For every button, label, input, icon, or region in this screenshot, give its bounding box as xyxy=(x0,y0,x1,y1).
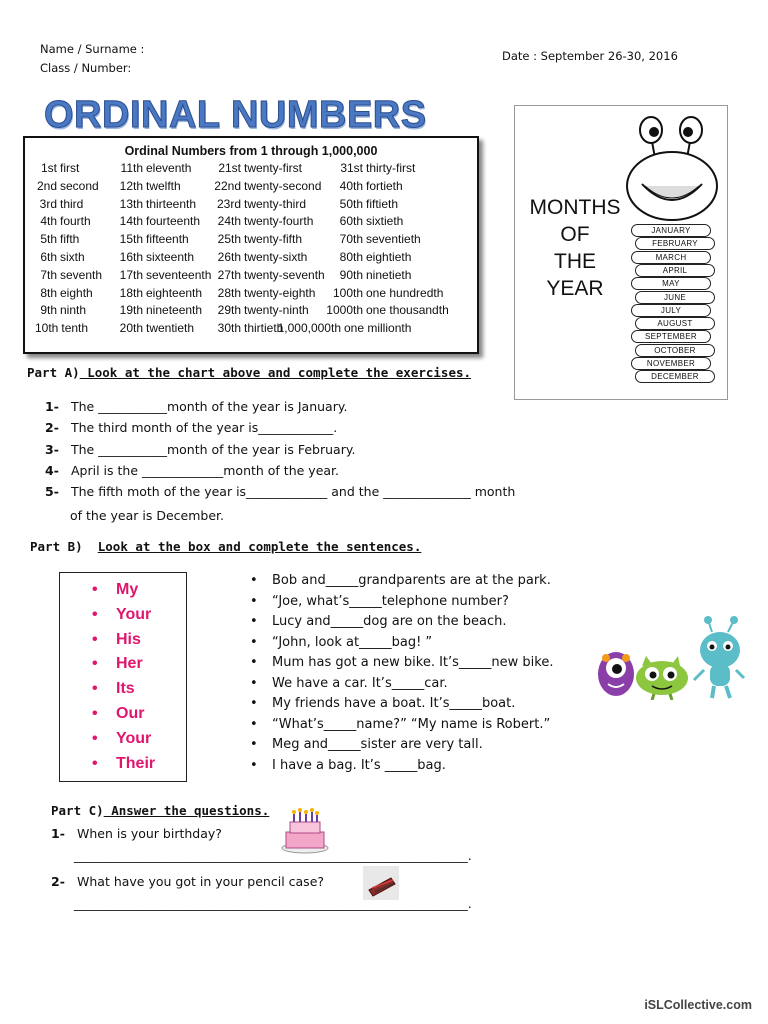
ordinal-entry xyxy=(213,231,302,248)
ordinal-number: 23rd xyxy=(216,196,241,211)
part-b-heading: Part B) Look at the box and complete the sentences. xyxy=(30,539,422,554)
item-text: The ___________month of the year is February. xyxy=(71,441,356,457)
pencil-case-icon xyxy=(363,866,399,900)
part-a-item xyxy=(45,442,355,457)
ordinal-number: 20th xyxy=(119,321,143,336)
part-b-sentence: • Lucy and_____dog are on the beach. xyxy=(272,614,506,629)
ordinal-number: 70th xyxy=(339,232,363,247)
ordinal-word: seventeenth xyxy=(146,267,212,282)
ordinal-word: twenty-third xyxy=(244,196,307,211)
month-band: OCTOBER xyxy=(635,344,715,357)
month-band: NOVEMBER xyxy=(631,357,711,370)
ordinal-number: 15th xyxy=(119,232,143,247)
ordinal-entry xyxy=(113,196,196,213)
ordinal-number: 1st xyxy=(40,161,57,175)
month-band: MAY xyxy=(631,277,711,290)
ordinal-number: 27th xyxy=(217,267,241,282)
ordinal-number: 10th xyxy=(35,321,59,336)
month-band: SEPTEMBER xyxy=(631,330,711,343)
ordinal-number: 100th xyxy=(332,285,363,300)
month-band: APRIL xyxy=(635,264,715,277)
ordinal-word: sixteenth xyxy=(146,250,195,264)
ordinal-entry xyxy=(311,178,403,195)
ordinal-word: second xyxy=(60,178,99,193)
ordinal-entry xyxy=(35,320,88,337)
ordinal-word: twenty-fifth xyxy=(244,232,303,247)
part-b-sentence: • My friends have a boat. It’s_____boat. xyxy=(272,696,515,711)
ordinal-number: 80th xyxy=(339,250,363,264)
ordinal-word: twenty-eighth xyxy=(244,285,316,300)
item-text: The ___________month of the year is January. xyxy=(71,399,348,414)
ordinal-word: fifth xyxy=(60,232,80,247)
monsters-illustration xyxy=(594,614,746,700)
item-number: 5- xyxy=(45,484,59,500)
ordinal-word: seventh xyxy=(60,267,103,282)
page-title: ORDINAL NUMBERS xyxy=(44,94,427,136)
part-b-sentence: • Mum has got a new bike. It’s_____new bike. xyxy=(272,655,554,670)
possessive-word: • Their xyxy=(116,755,155,773)
part-b-sentence: • “John, look at_____bag! ” xyxy=(272,635,432,650)
ordinal-word: eleventh xyxy=(146,161,192,175)
ordinal-number: 16th xyxy=(119,250,143,264)
question-1: 1- When is your birthday? xyxy=(51,826,222,841)
ordinal-entry xyxy=(213,285,315,302)
month-band: JANUARY xyxy=(631,224,711,237)
ordinal-word: ninth xyxy=(60,303,87,318)
date-label: Date : September 26-30, 2016 xyxy=(502,49,678,63)
ordinal-word: twenty-first xyxy=(244,161,303,175)
ordinal-entry xyxy=(113,249,194,266)
ordinal-entry xyxy=(113,213,200,230)
ordinal-word: one thousandth xyxy=(366,303,449,318)
name-label: Name / Surname : xyxy=(40,42,145,56)
table-title: Ordinal Numbers from 1 through 1,000,000 xyxy=(124,144,378,158)
question-2: 2- What have you got in your pencil case? xyxy=(51,874,325,889)
ordinal-word: fifteenth xyxy=(146,232,189,247)
ordinal-entry xyxy=(35,178,99,195)
possessive-word-box xyxy=(59,572,187,782)
item-text: The third month of the year is____________. xyxy=(71,420,338,436)
ordinal-entry xyxy=(213,249,307,266)
ordinal-entry xyxy=(113,302,202,319)
ordinal-entry xyxy=(311,267,411,284)
part-a-heading: Part A) Look at the chart above and complete the exercises. xyxy=(27,365,472,380)
ordinal-number: 50th xyxy=(339,196,363,211)
student-info xyxy=(40,40,144,78)
ordinal-word: seventieth xyxy=(366,232,421,247)
ordinal-number: 26th xyxy=(217,250,241,264)
ordinal-word: twenty-ninth xyxy=(244,303,309,318)
ordinal-number: 28th xyxy=(217,285,241,300)
ordinal-entry xyxy=(311,249,411,266)
item-number: 2- xyxy=(45,420,59,436)
ordinal-entry xyxy=(271,320,411,337)
ordinal-word: third xyxy=(60,196,84,211)
part-b-sentence: • Meg and_____sister are very tall. xyxy=(272,737,483,752)
months-of-year-picture xyxy=(514,105,728,400)
ordinal-number: 29th xyxy=(217,303,241,318)
item-text: April is the _____________month of the year. xyxy=(71,462,340,478)
ordinal-number: 18th xyxy=(119,285,143,300)
ordinal-entry xyxy=(213,196,306,213)
ordinal-number: 40th xyxy=(339,178,363,193)
item-number: 4- xyxy=(45,462,59,478)
part-b-sentence: • Bob and_____grandparents are at the park. xyxy=(272,573,551,588)
ordinal-word: ninetieth xyxy=(366,267,412,282)
ordinal-number: 24th xyxy=(217,214,241,229)
ordinal-entry xyxy=(311,196,398,213)
ordinal-entry xyxy=(35,196,83,213)
ordinal-word: sixth xyxy=(60,250,85,264)
months-caption: MONTHS OF THE YEAR xyxy=(529,196,621,300)
ordinal-entry xyxy=(35,231,79,248)
ordinal-word: fourteenth xyxy=(146,214,201,229)
ordinal-word: thirteenth xyxy=(146,196,197,211)
month-band: JULY xyxy=(631,304,711,317)
ordinal-entry xyxy=(113,320,194,337)
ordinal-number: 90th xyxy=(339,267,363,282)
part-b-sentence: • “Joe, what’s_____telephone number? xyxy=(272,594,509,609)
item-number: 1- xyxy=(45,399,59,414)
possessive-word: • Your xyxy=(116,606,151,624)
ordinal-number: 1000th xyxy=(326,303,363,318)
ordinal-number: 25th xyxy=(217,232,241,247)
item-number: 3- xyxy=(45,441,59,457)
ordinal-word: twelfth xyxy=(146,178,181,193)
ordinal-entry xyxy=(311,231,421,248)
ordinal-entry xyxy=(113,267,211,284)
ordinal-word: sixtieth xyxy=(366,214,404,229)
ordinal-word: first xyxy=(60,161,80,175)
ordinal-entry xyxy=(311,302,449,319)
ordinal-entry xyxy=(213,178,321,195)
ordinal-number: 30th xyxy=(217,321,241,336)
ordinal-entry xyxy=(35,213,91,230)
ordinal-entry xyxy=(311,213,403,230)
ordinal-number: 31st xyxy=(340,161,363,175)
ordinal-entry xyxy=(35,302,86,319)
ordinal-number: 4th xyxy=(40,214,57,229)
ordinal-number: 13th xyxy=(119,196,143,211)
ordinal-word: one millionth xyxy=(344,321,412,336)
part-b-sentence: • I have a bag. It’s _____bag. xyxy=(272,758,446,773)
item-text: The fifth moth of the year is_____________ and the ______________ month xyxy=(71,484,516,500)
ordinal-word: twentieth xyxy=(146,321,195,336)
ordinal-entry xyxy=(113,178,181,195)
ordinal-word: thirty-first xyxy=(366,161,416,175)
answer-line-1[interactable]: _______________________________________________________________. xyxy=(74,848,472,863)
ordinal-word: fiftieth xyxy=(366,196,399,211)
month-band: JUNE xyxy=(635,291,715,304)
ordinal-word: eighteenth xyxy=(146,285,203,300)
ordinal-word: eightieth xyxy=(366,250,412,264)
ordinal-number: 2nd xyxy=(36,178,57,193)
possessive-word: • His xyxy=(116,631,141,649)
month-band: FEBRUARY xyxy=(635,237,715,250)
part-a-item xyxy=(45,420,337,435)
ordinal-number: 14th xyxy=(119,214,143,229)
ordinal-word: fourth xyxy=(60,214,91,229)
ordinal-word: twenty-sixth xyxy=(244,250,308,264)
ordinal-word: twenty-fourth xyxy=(244,214,314,229)
ordinal-table xyxy=(23,136,479,354)
ordinal-word: tenth xyxy=(61,321,89,336)
ordinal-number: 17th xyxy=(119,267,143,282)
possessive-word: • Our xyxy=(116,705,144,723)
month-band: DECEMBER xyxy=(635,370,715,383)
month-band: AUGUST xyxy=(635,317,715,330)
possessive-word: • My xyxy=(116,581,138,599)
possessive-word: • Her xyxy=(116,655,143,673)
ordinal-entry xyxy=(35,249,85,266)
class-label: Class / Number: xyxy=(40,61,132,75)
part-c-heading: Part C) Answer the questions. xyxy=(51,803,270,818)
ordinal-entry xyxy=(213,267,325,284)
ordinal-number: 1,000,000th xyxy=(277,321,341,336)
ordinal-entry xyxy=(311,285,443,302)
ordinal-number: 11th xyxy=(120,161,143,175)
watermark: iSLCollective.com xyxy=(644,998,752,1012)
ordinal-entry xyxy=(213,160,302,177)
ordinal-number: 9th xyxy=(40,303,57,318)
ordinal-word: thirtieth xyxy=(244,321,284,336)
ordinal-number: 60th xyxy=(339,214,363,229)
part-a-item-5-continued: of the year is December. xyxy=(70,508,224,523)
ordinal-number: 6th xyxy=(40,250,57,264)
ordinal-number: 8th xyxy=(40,285,57,300)
part-a-item xyxy=(45,484,515,499)
part-a-item xyxy=(45,399,347,414)
possessive-word: • Your xyxy=(116,730,151,748)
ordinal-entry xyxy=(35,285,93,302)
ordinal-entry xyxy=(213,213,313,230)
ordinal-number: 22nd xyxy=(214,178,241,193)
ordinal-word: one hundredth xyxy=(366,285,444,300)
ordinal-entry xyxy=(35,267,102,284)
ordinal-number: 3rd xyxy=(39,196,57,211)
ordinal-word: fortieth xyxy=(366,178,403,193)
month-band: MARCH xyxy=(631,251,711,264)
ordinal-number: 7th xyxy=(40,267,57,282)
ordinal-number: 21st xyxy=(218,161,241,175)
part-a-item xyxy=(45,463,339,478)
possessive-word: • Its xyxy=(116,680,135,698)
ordinal-word: eighth xyxy=(60,285,93,300)
ordinal-word: nineteenth xyxy=(146,303,203,318)
ordinal-entry xyxy=(35,160,79,177)
ordinal-word: twenty-seventh xyxy=(244,267,325,282)
part-b-sentence: • “What’s_____name?” “My name is Robert.” xyxy=(272,717,550,732)
ordinal-number: 5th xyxy=(40,232,57,247)
ordinal-number: 12th xyxy=(119,178,143,193)
part-b-sentence: • We have a car. It’s_____car. xyxy=(272,676,448,691)
ordinal-number: 19th xyxy=(119,303,143,318)
answer-line-2[interactable]: _______________________________________________________________. xyxy=(74,896,472,911)
ordinal-entry xyxy=(311,160,415,177)
ordinal-word: twenty-second xyxy=(244,178,322,193)
ordinal-entry xyxy=(113,285,202,302)
ordinal-entry xyxy=(113,160,191,177)
ordinal-entry xyxy=(213,302,309,319)
ordinal-entry xyxy=(113,231,189,248)
